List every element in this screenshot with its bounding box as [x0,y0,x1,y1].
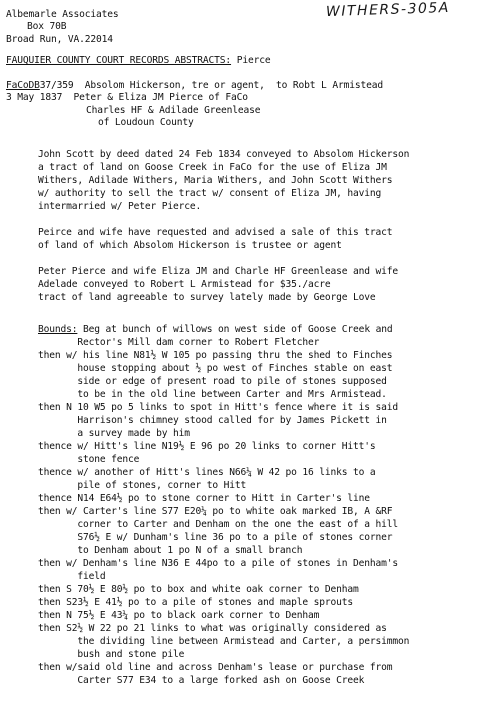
bounds-line: Carter S77 E34 to a large forked ash on Goose Creek [38,675,365,686]
bounds-line: then w/ Denham's line N36 E 44po to a pile of stones in Denham's [38,558,399,569]
paragraph-line: of land of which Absolom Hickerson is trustee or agent [38,240,342,251]
bounds-line: then w/ Carter's line S77 E20¼ po to white oak marked IB, A &RF [38,506,393,517]
bounds-line: then N 75½ E 43¼ po to black oark corner to Denham [38,610,320,621]
bounds-line: field [38,571,106,582]
record-ref-rest: 37/359 Absolom Hickerson, tre or agent, to Robt L Armistead [39,80,383,91]
paragraph-line: tract of land agreeable to survey lately made by George Love [38,292,376,303]
bounds-first-line [38,324,392,336]
title-subject: Pierce [236,55,271,66]
handwritten-note: WITHERS-305A [325,0,451,21]
bounds-line: stone fence [38,454,140,465]
bounds-first-text: Beg at bunch of willows on west side of Goose Creek and [77,324,393,335]
paragraph-line: intermarried w/ Peter Pierce. [38,201,202,212]
letterhead-city: Broad Run, VA.22014 [6,34,113,45]
record-reference [6,80,383,92]
paragraph-line: Adelade conveyed to Robert L Armistead for $35./acre [38,279,331,290]
paragraph-line: John Scott by deed dated 24 Feb 1834 conveyed to Absolom Hickerson [38,149,410,160]
bounds-line: pile of stones, corner to Hitt [38,480,247,491]
bounds-line: a survey made by him [38,428,190,439]
bounds-line: thence w/ another of Hitt's lines N66¼ W 42 po 16 links to a [38,467,376,478]
record-date-line: 3 May 1837 Peter & Eliza JM Pierce of FaCo [6,92,248,103]
title-heading: FAUQUIER COUNTY COURT RECORDS ABSTRACTS: [6,55,232,66]
paragraph-line: Withers, Adilade Withers, Maria Withers, and John Scott Withers [38,175,393,186]
record-party-2: Charles HF & Adilade Greenlease [86,105,261,116]
bounds-line: then w/said old line and across Denham's lease or purchase from [38,662,393,673]
bounds-line: then S 70½ E 80½ po to box and white oak corner to Denham [38,584,359,595]
record-ref-code: FaCoDB [6,80,40,91]
bounds-line: thence N14 E64½ po to stone corner to Hitt in Carter's line [38,493,370,504]
bounds-line: corner to Carter and Denham on the one the east of a hill [38,519,399,530]
letterhead-box: Box 70B [27,21,67,32]
bounds-line: then N 10 W5 po 5 links to spot in Hitt's fence where it is said [38,402,399,413]
bounds-line: then w/ his line N81½ W 105 po passing thru the shed to Finches [38,350,393,361]
bounds-line: then S23½ E 41½ po to a pile of stones and maple sprouts [38,597,354,608]
paragraph-line: Peter Pierce and wife Eliza JM and Charle HF Greenlease and wife [38,266,399,277]
bounds-line: S76½ E w/ Dunham's line 36 po to a pile of stones corner [38,532,393,543]
bounds-line: Harrison's chimney stood called for by James Pickett in [38,415,387,426]
paragraph-line: Peirce and wife have requested and advised a sale of this tract [38,227,393,238]
bounds-line: bush and stone pile [38,649,185,660]
bounds-line: then S2½ W 22 po 21 links to what was originally considered as [38,623,387,634]
bounds-line: house stopping about ½ po west of Finches stable on east [38,363,393,374]
bounds-line: side or edge of present road to pile of stones supposed [38,376,387,387]
bounds-line: the dividing line between Armistead and Carter, a persimmon [38,636,410,647]
bounds-line: to be in the old line between Carter and Mrs Armistead. [38,389,387,400]
letterhead-name: Albemarle Associates [6,9,119,20]
record-party-3: of Loudoun County [98,117,194,128]
bounds-label: Bounds: [38,324,78,335]
paragraph-line: a tract of land on Goose Creek in FaCo for the use of Eliza JM [38,162,387,173]
paragraph-line: w/ authority to sell the tract w/ consent of Eliza JM, having [38,188,382,199]
bounds-line: thence w/ Hitt's line N19½ E 96 po 20 links to corner Hitt's [38,441,376,452]
document-title [6,55,270,67]
bounds-line: Rector's Mill dam corner to Robert Fletcher [38,337,320,348]
bounds-line: to Denham about 1 po N of a small branch [38,545,303,556]
